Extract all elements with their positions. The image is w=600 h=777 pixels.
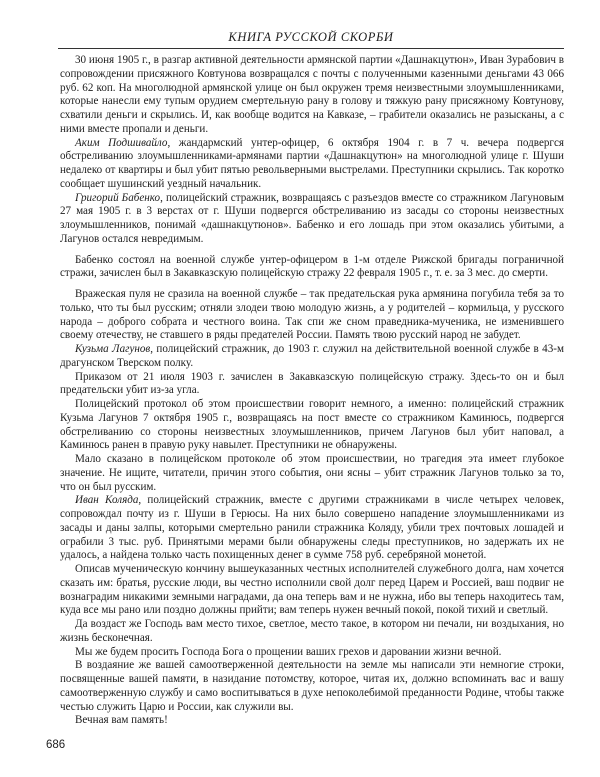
paragraph-podshivaylo: Аким Подшивайло, жандармский унтер-офицер, 6 октября 1904 г. в 7 ч. вечера подвергся обстреливанию злоумышленниками-армянами партии «Дашнакцутюн» на многолюдной улице г. Шуши недалеко от квартиры и был убит пятью револьверными выстрелами. Преступники скрылись. Так коротко сообщает шушинский уездный начальник.: [60, 136, 565, 190]
person-name: Иван Коляда: [75, 494, 139, 507]
person-name: Аким Подшивайло: [75, 136, 168, 149]
person-name: Григорий Бабенко: [75, 191, 161, 204]
paragraph-zurabovich: 30 июня 1905 г., в разгар активной деятельности армянской партии «Дашнакцутюн», Иван Зурабович в сопровождении присяжного Ковтунова возвращался с почты с полученными казенными деньгами 43 066 руб. 62 коп. На многолюдной армянской улице он был окружен тремя неизвестными злоумышленниками, которые нанесли ему тупым орудием смертельную рану в голову и тяжкую рану присяжному Ковтунову, схватили деньги и скрылись. И, как вообще водится на Кавказе, – грабители оказались не разысканы, а с ними вместе пропали и деньги.: [60, 54, 564, 135]
paragraph-babenko-service: Бабенко состоял на военной службе унтер-офицером в 1-м отделе Рижской бригады пограничной стражи, зачислен был в Закавказскую полицейскую стражу 22 февраля 1905 г., т. е. за 3 мес. до смерти.: [60, 253, 564, 280]
paragraph-lagunov-order: Приказом от 21 июля 1903 г. зачислен в Закавказскую полицейскую стражу. Здесь-то он и был предательски убит из-за угла.: [60, 370, 564, 397]
page-number: 686: [46, 739, 66, 751]
running-header: [58, 30, 564, 49]
paragraph-babenko-eulogy: Вражеская пуля не сразила на военной службе – так предательская рука армянина погубила тебя за то только, что ты был русским; отняли злодеи твою молодую жизнь, а у родителей – кормильца, у русского народа – доброго собрата и честного воина. Так спи же сном праведника-мученика, не изменившего своему отечеству, не ставшего в ряды предателей России. Память твою русский народ не забудет.: [60, 288, 564, 342]
paragraph-babenko: Григорий Бабенко, полицейский стражник, возвращаясь с разъездов вместе со стражником Лагуновым 27 мая 1905 г. в 3 верстах от г. Шуши подвергся обстреливанию из засады со стороны неизвестных злоумышленников, понимай «дашнакцутюнов». Бабенко и его лошадь при этом оказались убитыми, а Лагунов остался невредимым.: [60, 191, 564, 245]
book-title: КНИГА РУССКОЙ СКОРБИ: [228, 30, 394, 44]
paragraph-lagunov-meaning: Мало сказано в полицейском протоколе об этом происшествии, но трагедия эта имеет глубокое значение. Не ищите, читатели, причин этого события, они ясны – убит стражник Лагунов только за то, что он был русским.: [60, 453, 564, 493]
paragraph-eternal-memory: Вечная вам память!: [75, 714, 168, 727]
paragraph-lagunov-protocol: Полицейский протокол об этом происшествии говорит немного, а именно: полицейский стражник Кузьма Лагунов 7 октября 1905 г., возвращаясь на пост вместе со стражником Каминюсь, подвергся обстреливанию со стороны неизвестных злоумышленников, причем Лагунов был убит наповал, а Каминюсь ранен в правую руку навылет. Преступники не обнаружены.: [60, 398, 564, 452]
paragraph-lagunov: Кузьма Лагунов, полицейский стражник, до 1903 г. служил на действительной военной службе в 43-м драгунском Тверском полку.: [60, 343, 564, 369]
paragraph-memory: В воздаяние же вашей самоотверженной деятельности на земле мы написали эти немногие строки, посвященные вашей памяти, в назидание потомству, которое, читая их, должно вспоминать вас и вашу самоотверженную службу и само воспитываться в духе непоколебимой преданности Родине, чтобы также честью служить Царю и России, как служили вы.: [60, 659, 564, 713]
paragraph-forgiveness: Мы же будем просить Господа Бога о прощении ваших грехов и даровании жизни вечной.: [75, 645, 502, 658]
paragraph-prayer: Да воздаст же Господь вам место тихое, светлое, место такое, в котором ни печали, ни воздыхания, но жизнь бесконечная.: [60, 618, 564, 644]
paragraph-kolyada: Иван Коляда, полицейский стражник, вместе с другими стражниками в числе четырех человек, сопровождал почту из г. Шуши в Герюсы. На них было совершено нападение злоумышленниками из засады и даны залпы, которыми смертельно ранили стражника Коляду, убили трех почтовых лошадей и ограбили 3 тыс. руб. Принятыми мерами были обнаружены следы преступников, но задержать их не удалось, а найдена только часть похищенных денег в сумме 758 руб. серебряной монетой.: [60, 494, 564, 562]
paragraph-address: Описав мученическую кончину вышеуказанных честных исполнителей служебного долга, нам хочется сказать им: братья, русские люди, вы честно исполнили свой долг перед Царем и Россией, ваш подвиг не вознаградим никакими земными наградами, да она теперь вам и не нужна, ибо вы теперь находитесь там, куда все мы рано или поздно должны прийти; вам теперь нужен вечный покой, покой тихий и светлый.: [60, 563, 564, 617]
page-body: [60, 54, 564, 728]
person-name: Кузьма Лагунов: [75, 343, 151, 355]
